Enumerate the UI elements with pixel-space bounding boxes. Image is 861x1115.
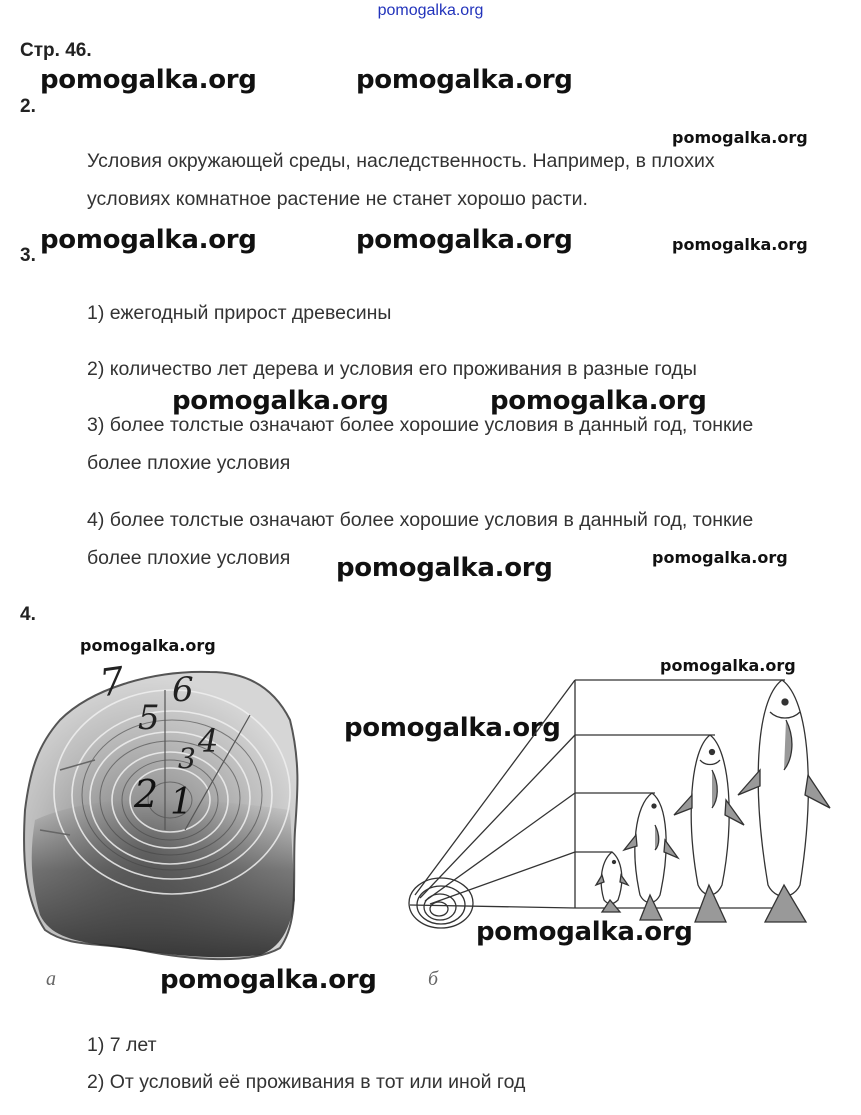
task-3-answer: 1) ежегодный прирост древесины xyxy=(87,302,392,324)
watermark: pomogalka.org xyxy=(660,656,796,675)
task-2-line: Условия окружающей среды, наследственность. Например, в плохих xyxy=(87,150,715,172)
task-4-answer: 2) От условий её проживания в тот или иной год xyxy=(87,1071,526,1093)
watermark: pomogalka.org xyxy=(672,235,808,254)
watermark: pomogalka.org xyxy=(672,128,808,147)
watermark: pomogalka.org xyxy=(356,65,573,95)
watermark: pomogalka.org xyxy=(80,636,216,655)
watermark: pomogalka.org xyxy=(344,713,561,743)
watermark: pomogalka.org xyxy=(40,65,257,95)
task-2-number: 2. xyxy=(20,96,36,117)
watermark: pomogalka.org xyxy=(490,386,707,416)
task-4-number: 4. xyxy=(20,604,36,625)
handwritten-digit: 6 xyxy=(172,670,194,710)
watermark: pomogalka.org xyxy=(476,917,693,947)
figure-caption-a: а xyxy=(46,968,56,990)
handwritten-digit: 2 xyxy=(134,772,159,816)
watermark: pomogalka.org xyxy=(336,553,553,583)
task-2-line: условиях комнатное растение не станет хорошо расти. xyxy=(87,188,588,210)
watermark: pomogalka.org xyxy=(40,225,257,255)
task-4-answer: 1) 7 лет xyxy=(87,1034,157,1056)
watermark: pomogalka.org xyxy=(652,548,788,567)
handwritten-digit: 3 xyxy=(178,742,196,775)
watermark: pomogalka.org xyxy=(172,386,389,416)
watermark: pomogalka.org xyxy=(356,225,573,255)
task-3-answer: 4) более толстые означают более хорошие условия в данный год, тонкие xyxy=(87,509,754,531)
handwritten-digit: 7 xyxy=(97,658,128,706)
top-watermark[interactable]: pomogalka.org xyxy=(377,2,484,19)
watermark: pomogalka.org xyxy=(160,965,377,995)
page-title: Стр. 46. xyxy=(20,40,92,61)
task-3-number: 3. xyxy=(20,245,36,266)
task-3-answer: более плохие условия xyxy=(87,452,291,474)
handwritten-digit: 4 xyxy=(198,722,219,760)
task-3-answer: более плохие условия xyxy=(87,547,291,569)
handwritten-digit: 1 xyxy=(170,782,193,823)
task-3-answer: 3) более толстые означают более хорошие условия в данный год, тонкие xyxy=(87,414,754,436)
task-3-answer: 2) количество лет дерева и условия его проживания в разные годы xyxy=(87,358,697,380)
handwritten-digit: 5 xyxy=(138,698,160,738)
figure-caption-b: б xyxy=(428,968,439,990)
